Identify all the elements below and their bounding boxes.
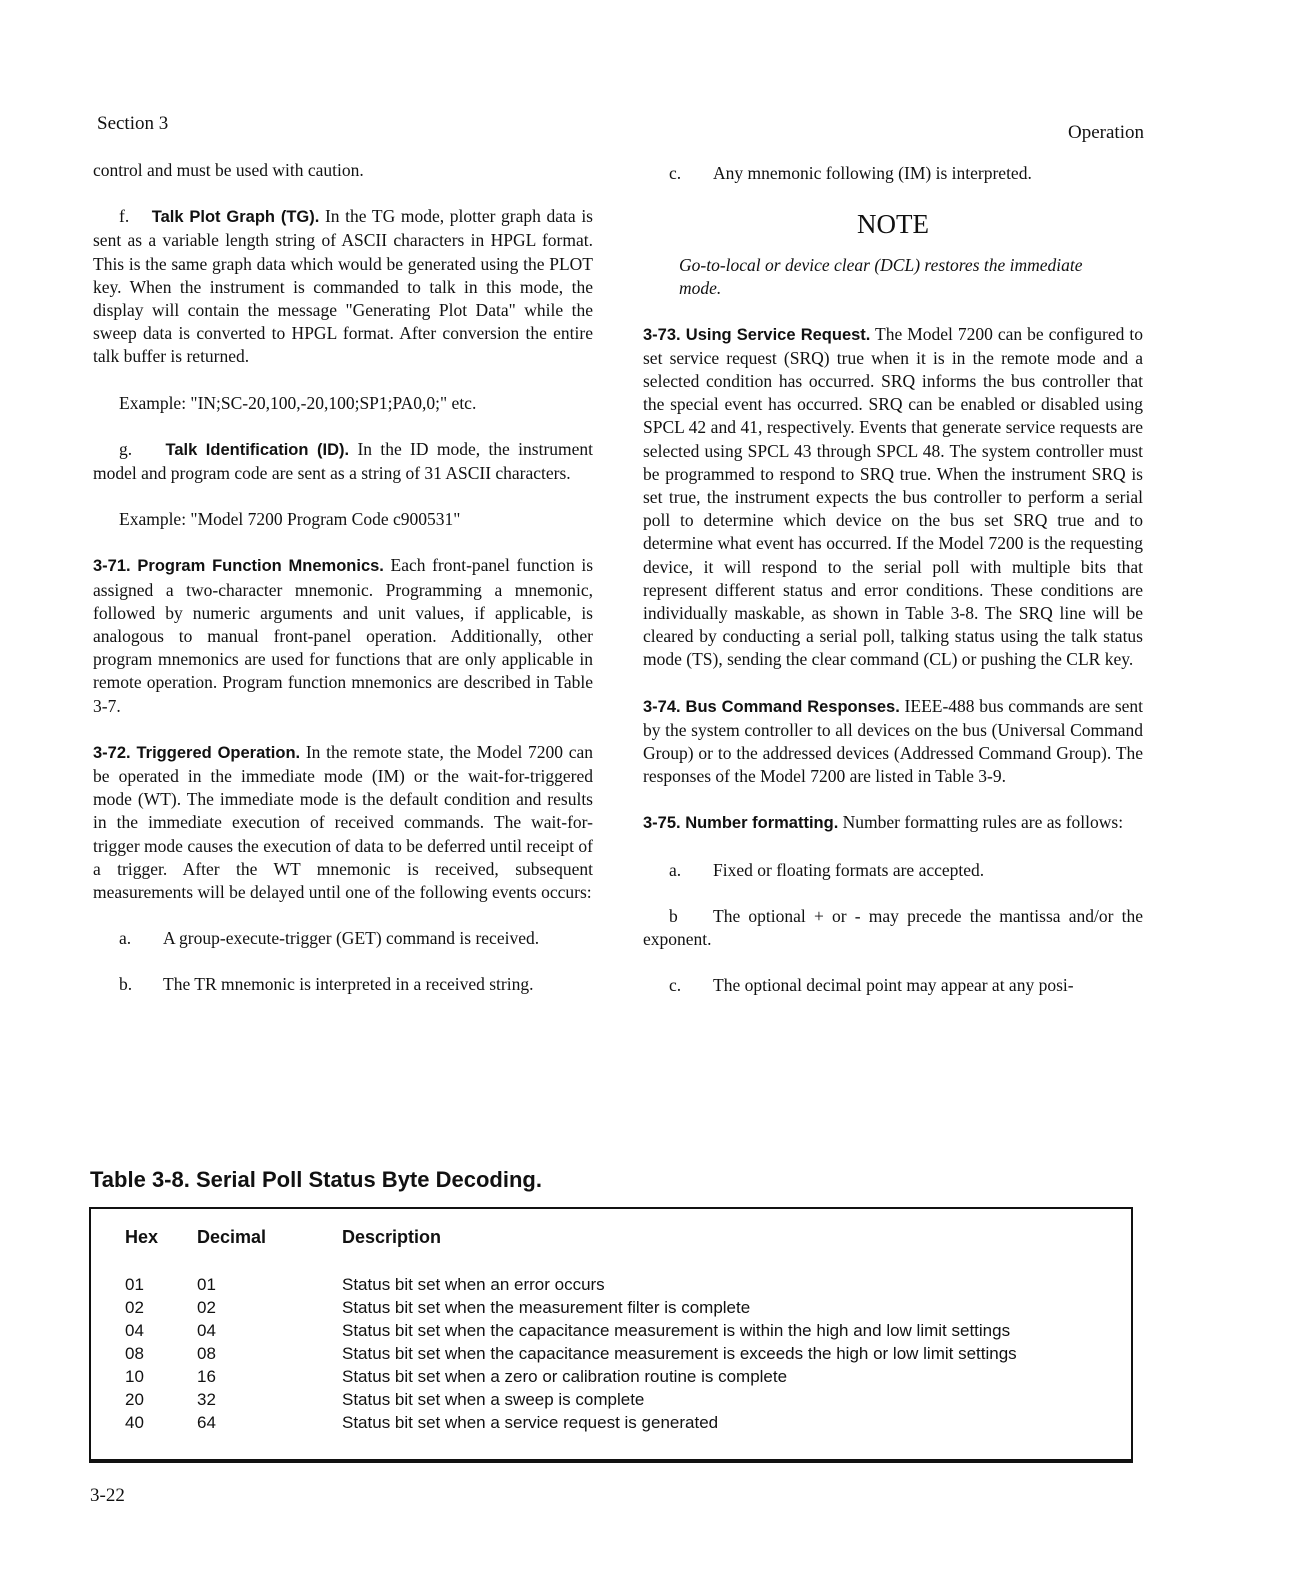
- list-marker: a.: [669, 859, 682, 880]
- chapter-title: Operation: [1068, 122, 1144, 143]
- paragraph-heading: 3-75. Number formatting.: [643, 814, 839, 833]
- hex-cell: 20: [125, 1390, 144, 1409]
- description-cell: Status bit set when a sweep is complete: [342, 1390, 645, 1409]
- list-text: Any mnemonic following (IM) is interpreted.: [713, 163, 1032, 183]
- paragraph-3-72: [93, 741, 593, 904]
- status-byte-table: [89, 1207, 1133, 1463]
- list-marker: f.: [119, 206, 130, 227]
- list-marker: b.: [119, 974, 133, 995]
- description-cell: Status bit set when a service request is generated: [342, 1413, 719, 1432]
- description-cell: Status bit set when the capacitance measurement is within the high and low limit settings: [342, 1321, 1011, 1340]
- table-row: [91, 1298, 1131, 1322]
- table-row: [91, 1344, 1131, 1368]
- decimal-cell: 02: [197, 1298, 216, 1317]
- paragraph-text: In the remote state, the Model 7200 can be operated in the immediate mode (IM) or the wait-for-triggered mode (WT). The immediate mode is the default condition and results in the immediate execution of received commands. The wait-for-trigger mode causes the execution of data to be deferred until receipt of a trigger. After the WT mnemonic is received, subsequent measurements will be delayed until one of the following events occurs:: [93, 741, 593, 903]
- paragraph-text: IEEE-488 bus commands are sent by the system controller to all devices on the bus (Universal Command Group) or to the addressed devices (Addressed Command Group). The responses of the Model 7200 are listed in Table 3-9.: [643, 695, 1144, 787]
- paragraph-text: The Model 7200 can be configured to set service request (SRQ) true when it is in the remote mode and a selected condition has occurred. SRQ informs the bus controller that the special event has occurred. SRQ can be enabled or disabled using SPCL 42 and 41, respectively. Events that generate service requests are selected using SPCL 43 through SPCL 48. The system controller must be programmed to respond to SRQ true. When the instrument SRQ is set true, the instrument expects the bus controller to perform a serial poll to determine which device on the bus set SRQ true and to determine what event has occurred. If the Model 7200 is the requesting device, it will respond to the serial poll with multiple bits that represent different status and error conditions. These conditions are individually maskable, as shown in Table 3-8. The SRQ line will be cleared by conducting a serial poll, talking status using the talk status mode (TS), sending the clear command (CL) or pushing the CLR key.: [643, 323, 1143, 670]
- column-header-description: Description: [342, 1227, 442, 1247]
- paragraph-text: Number formatting rules are as follows:: [842, 812, 1124, 833]
- paragraph: control and must be used with caution.: [93, 160, 364, 180]
- paragraph-heading: 3-71. Program Function Mnemonics.: [93, 557, 384, 576]
- table-row: [91, 1275, 1131, 1299]
- list-item: [93, 973, 593, 996]
- list-marker: a.: [119, 928, 132, 949]
- paragraph-heading: Talk Identification (ID).: [165, 440, 350, 459]
- list-marker: b: [669, 905, 678, 926]
- decimal-cell: 16: [197, 1367, 216, 1386]
- paragraph-text: In the ID mode, the instrument model and program code are sent as a string of 31 ASCII characters.: [93, 438, 594, 484]
- decimal-cell: 64: [197, 1413, 216, 1432]
- hex-cell: 04: [125, 1321, 144, 1340]
- list-text: A group-execute-trigger (GET) command is received.: [163, 928, 540, 949]
- list-item: [643, 162, 1143, 185]
- example-text: Example: "IN;SC-20,100,-20,100;SP1;PA0,0;" etc.: [119, 392, 477, 413]
- table-header-row: [91, 1227, 1131, 1251]
- decimal-cell: 01: [197, 1275, 216, 1294]
- description-cell: Status bit set when an error occurs: [342, 1275, 605, 1294]
- list-text: The optional decimal point may appear at any posi-: [713, 975, 1074, 996]
- list-text: The TR mnemonic is interpreted in a received string.: [163, 974, 534, 995]
- note-title: NOTE: [857, 209, 929, 240]
- decimal-cell: 08: [197, 1344, 216, 1363]
- list-marker: g.: [119, 438, 133, 459]
- paragraph-text: In the TG mode, plotter graph data is sent as a variable length string of ASCII characters in HPGL format. This is the same graph data which would be generated using the PLOT key. When the instrument is commanded to talk in this mode, the display will contain the message "Generating Plot Data" while the sweep data is converted to HPGL format. After conversion the entire talk buffer is returned.: [93, 206, 593, 367]
- hex-cell: 40: [125, 1413, 144, 1432]
- paragraph-talk-identification: [93, 438, 593, 485]
- example-text: Example: "Model 7200 Program Code c900531": [119, 509, 461, 530]
- decimal-cell: 04: [197, 1321, 216, 1340]
- list-text: Fixed or floating formats are accepted.: [713, 859, 985, 880]
- description-cell: Status bit set when a zero or calibration routine is complete: [342, 1367, 788, 1386]
- hex-cell: 01: [125, 1275, 144, 1294]
- column-header-hex: Hex: [125, 1227, 159, 1247]
- list-item: [643, 974, 1143, 997]
- list-item: [643, 905, 1143, 951]
- paragraph-3-73: [643, 323, 1143, 672]
- page-number: 3-22: [90, 1485, 125, 1506]
- decimal-cell: 32: [197, 1390, 216, 1409]
- paragraph-text: Each front-panel function is assigned a two-character mnemonic. Programming a mnemonic, followed by numeric arguments and unit values, if applicable, is analogous to manual front-panel operation. Additionally, other program mnemonics are used for functions that are only applicable in remote operation. Program function mnemonics are described in Table 3-7.: [93, 555, 594, 716]
- table-title: Table 3-8. Serial Poll Status Byte Decoding.: [90, 1167, 542, 1192]
- hex-cell: 02: [125, 1298, 144, 1317]
- paragraph-heading: Talk Plot Graph (TG).: [151, 208, 320, 227]
- table-row: [91, 1390, 1131, 1414]
- list-marker: c.: [669, 163, 682, 183]
- description-cell: Status bit set when the measurement filter is complete: [342, 1298, 751, 1317]
- paragraph-heading: 3-74. Bus Command Responses.: [643, 697, 900, 716]
- column-header-decimal: Decimal: [197, 1227, 267, 1247]
- right-column: [643, 162, 1143, 1020]
- note-text: Go-to-local or device clear (DCL) restores the immediate mode.: [679, 255, 1083, 299]
- hex-cell: 08: [125, 1344, 144, 1363]
- paragraph-3-74: [643, 695, 1143, 789]
- paragraph-3-75: [643, 811, 1143, 835]
- list-marker: c.: [669, 975, 682, 996]
- hex-cell: 10: [125, 1367, 144, 1386]
- description-cell: Status bit set when the capacitance measurement is exceeds the high or low limit settings: [342, 1344, 1017, 1363]
- list-item: [93, 927, 593, 950]
- table-row: [91, 1367, 1131, 1391]
- paragraph-heading: 3-72. Triggered Operation.: [93, 743, 301, 762]
- paragraph-heading: 3-73. Using Service Request.: [643, 325, 871, 344]
- left-column: [93, 159, 593, 1020]
- list-text: The optional + or - may precede the mantissa and/or the exponent.: [643, 905, 1143, 950]
- list-item: [643, 859, 1143, 882]
- section-label: Section 3: [97, 113, 169, 134]
- paragraph-3-71: [93, 554, 593, 717]
- table-row: [91, 1413, 1131, 1437]
- table-row: [91, 1321, 1131, 1345]
- paragraph-talk-plot-graph: [93, 205, 593, 368]
